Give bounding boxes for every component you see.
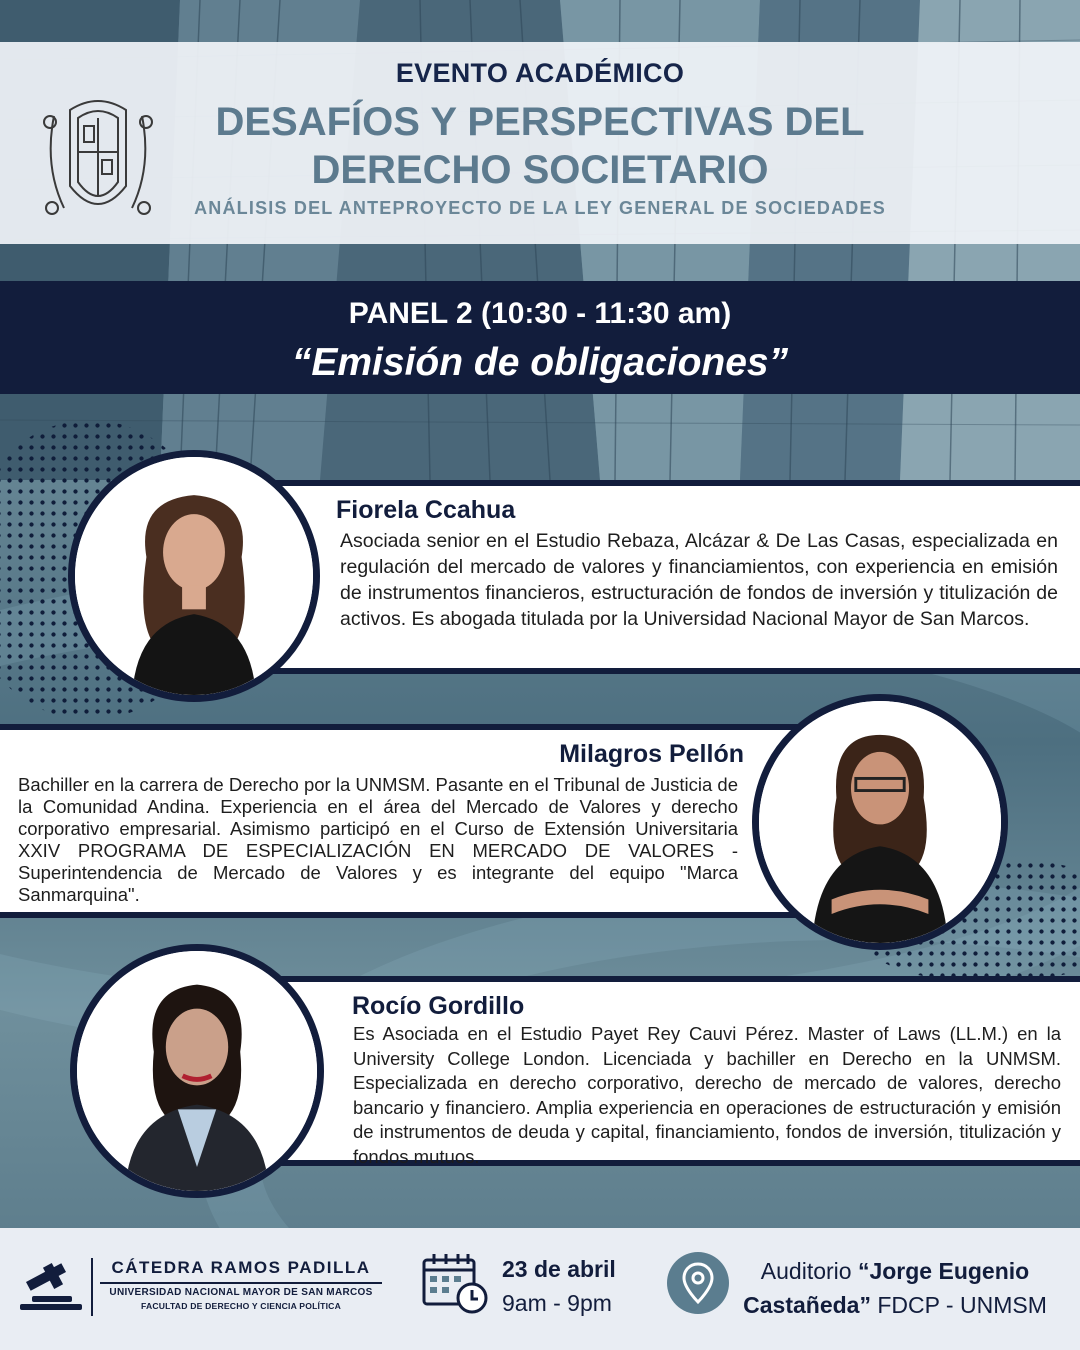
person-silhouette-icon xyxy=(75,457,313,695)
venue-prefix: Auditorio xyxy=(760,1258,858,1284)
event-title-line1: DESAFÍOS Y PERSPECTIVAS DEL xyxy=(215,100,865,144)
person-silhouette-icon xyxy=(77,951,317,1191)
footer-divider xyxy=(91,1258,93,1316)
speaker-bio: Bachiller en la carrera de Derecho por la UNMSM. Pasante en el Tribunal de Justicia de la Comunidad Andina. Experiencia en el área del Mercado de Valores y derecho corporativo empresarial. Asimismo participó en el Curso de Extensión Universitaria XXIV PROGRAMA DE ESPECIALIZACIÓN EN MERCADO DE VALORES - Superintendencia de Mercado de Valores y es integrante del equipo "Marca Sanmarquina". xyxy=(18,774,738,905)
speaker-bio: Es Asociada en el Estudio Payet Rey Cauvi Pérez. Master of Laws (LL.M.) en la University College London. Licenciada y bachiller en Derecho en la UNMSM. Especializada en derecho corporativo, derecho de mercado de valores, derecho bancario y financiero. Amplia experiencia en operaciones de estructuración y emisión de instrumentos de deuda y capital, financiamiento, fondos de inversión, titulización y fondos mutuos. xyxy=(353,1023,1061,1167)
event-venue xyxy=(733,1254,1057,1322)
catedra-line xyxy=(100,1282,382,1284)
speaker-bio: Asociada senior en el Estudio Rebaza, Alcázar & De Las Casas, especializada en regulación del mercado de valores y financiamientos, con experiencia en emisión de instrumentos financieros, estructuración de fondos de inversión y titulización de activos. Es abogada titulada por la Universidad Nacional Mayor de San Marcos. xyxy=(340,530,1058,630)
event-label: EVENTO ACADÉMICO xyxy=(395,58,685,88)
speaker-name: Fiorela Ccahua xyxy=(336,496,516,524)
venue-suffix: FDCP - UNMSM xyxy=(870,1292,1047,1318)
person-silhouette-icon xyxy=(759,701,1001,943)
speaker-name: Milagros Pellón xyxy=(559,740,744,768)
speaker-card-3 xyxy=(232,976,1080,1166)
event-subtitle: ANÁLISIS DEL ANTEPROYECTO DE LA LEY GENERAL DE SOCIEDADES xyxy=(194,198,886,218)
gavel-icon xyxy=(18,1260,88,1318)
panel-title: “Emisión de obligaciones” xyxy=(291,341,789,384)
speaker-card-1 xyxy=(230,480,1080,674)
event-title-line2: DERECHO SOCIETARIO xyxy=(311,148,769,192)
location-pin-icon xyxy=(667,1252,729,1314)
speaker-photo-2 xyxy=(752,694,1008,950)
event-hours: 9am - 9pm xyxy=(502,1290,612,1316)
panel-time: PANEL 2 (10:30 - 11:30 am) xyxy=(348,297,732,330)
panel-banner xyxy=(0,281,1080,394)
catedra-faculty: FACULTAD DE DERECHO Y CIENCIA POLÍTICA xyxy=(140,1301,341,1311)
speaker-name: Rocío Gordillo xyxy=(352,992,525,1020)
catedra-logo xyxy=(100,1258,382,1311)
venue-name: “Jorge Eugenio Castañeda” xyxy=(743,1258,1030,1318)
catedra-title: CÁTEDRA RAMOS PADILLA xyxy=(111,1258,371,1277)
event-date: 23 de abril xyxy=(502,1256,616,1282)
calendar-clock-icon xyxy=(420,1252,490,1314)
header-banner xyxy=(0,42,1080,244)
catedra-university: UNIVERSIDAD NACIONAL MAYOR DE SAN MARCOS xyxy=(109,1287,373,1298)
event-title xyxy=(0,98,1080,194)
footer xyxy=(0,1228,1080,1350)
speaker-photo-1 xyxy=(68,450,320,702)
speaker-photo-3 xyxy=(70,944,324,1198)
speaker-card-2 xyxy=(0,724,820,918)
